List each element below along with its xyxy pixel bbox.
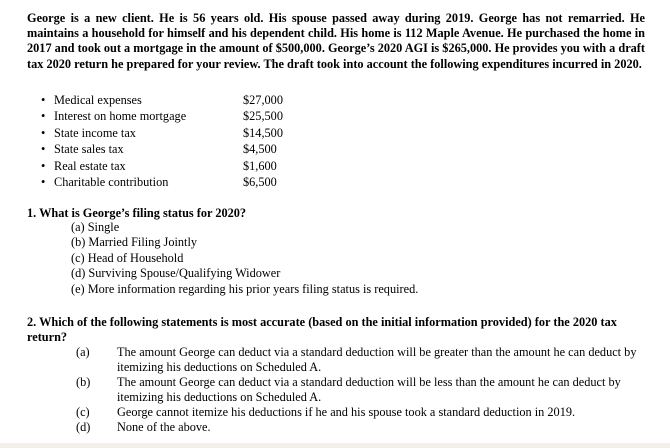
bullet-icon: • [41, 158, 46, 173]
expense-label: Real estate tax [54, 158, 126, 173]
option-letter: (b) [76, 375, 91, 389]
answer-option: (c) Head of Household [71, 250, 184, 265]
answer-option: (a) Single [71, 220, 120, 234]
expense-label: State income tax [54, 125, 136, 140]
answer-option [0, 405, 670, 420]
page-bottom-edge [0, 443, 670, 448]
expense-amount: $6,500 [243, 174, 277, 189]
expense-item [41, 92, 331, 108]
answer-option [0, 345, 670, 375]
expense-label: Interest on home mortgage [54, 109, 187, 124]
answer-option: (b) Married Filing Jointly [71, 235, 198, 250]
bullet-icon: • [41, 142, 46, 157]
answer-option: (e) More information regarding his prior years filing status is required. [71, 281, 419, 296]
expense-amount: $1,600 [243, 158, 277, 173]
intro-paragraph: George is a new client. He is 56 years old. His spouse passed away during 2019. George has not remarried. He maintains a household for himself and his dependent child. His home is 112 Maple Avenue. He purchased the home in 2017 and took out a mortgage in the amount of $500,000. George’s 2020 AGI is $265,000. He provides you with a draft tax 2020 return he prepared for your review. The draft took into account the following expenditures incurred in 2020. [27, 11, 645, 71]
answer-option [0, 420, 670, 435]
expense-amount: $14,500 [243, 125, 283, 140]
expense-amount: $27,000 [243, 93, 283, 107]
expense-amount: $4,500 [243, 142, 277, 157]
option-text: The amount George can deduct via a standard deduction will be less than the amount he can deduct by itemizing his deductions on Scheduled A. [117, 375, 621, 404]
option-text: The amount George can deduct via a standard deduction will be greater than the amount he can deduct by itemizing his deductions on Scheduled A. [117, 345, 637, 374]
bullet-icon: • [41, 109, 46, 124]
question-1-options [71, 220, 418, 297]
option-text: None of the above. [117, 420, 211, 434]
bullet-icon: • [41, 93, 46, 107]
expense-label: Medical expenses [54, 93, 142, 107]
answer-option: (d) Surviving Spouse/Qualifying Widower [71, 266, 281, 281]
expense-label: State sales tax [54, 142, 124, 157]
expense-list [41, 92, 331, 190]
option-letter: (a) [76, 345, 90, 359]
expense-item [41, 174, 331, 190]
expense-amount: $25,500 [243, 109, 283, 124]
expense-label: Charitable contribution [54, 174, 169, 189]
bullet-icon: • [41, 125, 46, 140]
expense-item [41, 125, 331, 141]
bullet-icon: • [41, 174, 46, 189]
option-letter: (c) [76, 405, 90, 419]
question-2-title: 2. Which of the following statements is most accurate (based on the initial information provided) for the 2020 tax return? [27, 315, 617, 345]
answer-option [0, 375, 670, 405]
expense-item [41, 108, 331, 124]
question-1-title: 1. What is George’s filing status for 2020? [27, 206, 247, 220]
expense-item [41, 158, 331, 174]
option-letter: (d) [76, 420, 91, 434]
option-text: George cannot itemize his deductions if he and his spouse took a standard deduction in 2019. [117, 405, 576, 419]
expense-item [41, 141, 331, 157]
question-2-options [0, 345, 670, 435]
